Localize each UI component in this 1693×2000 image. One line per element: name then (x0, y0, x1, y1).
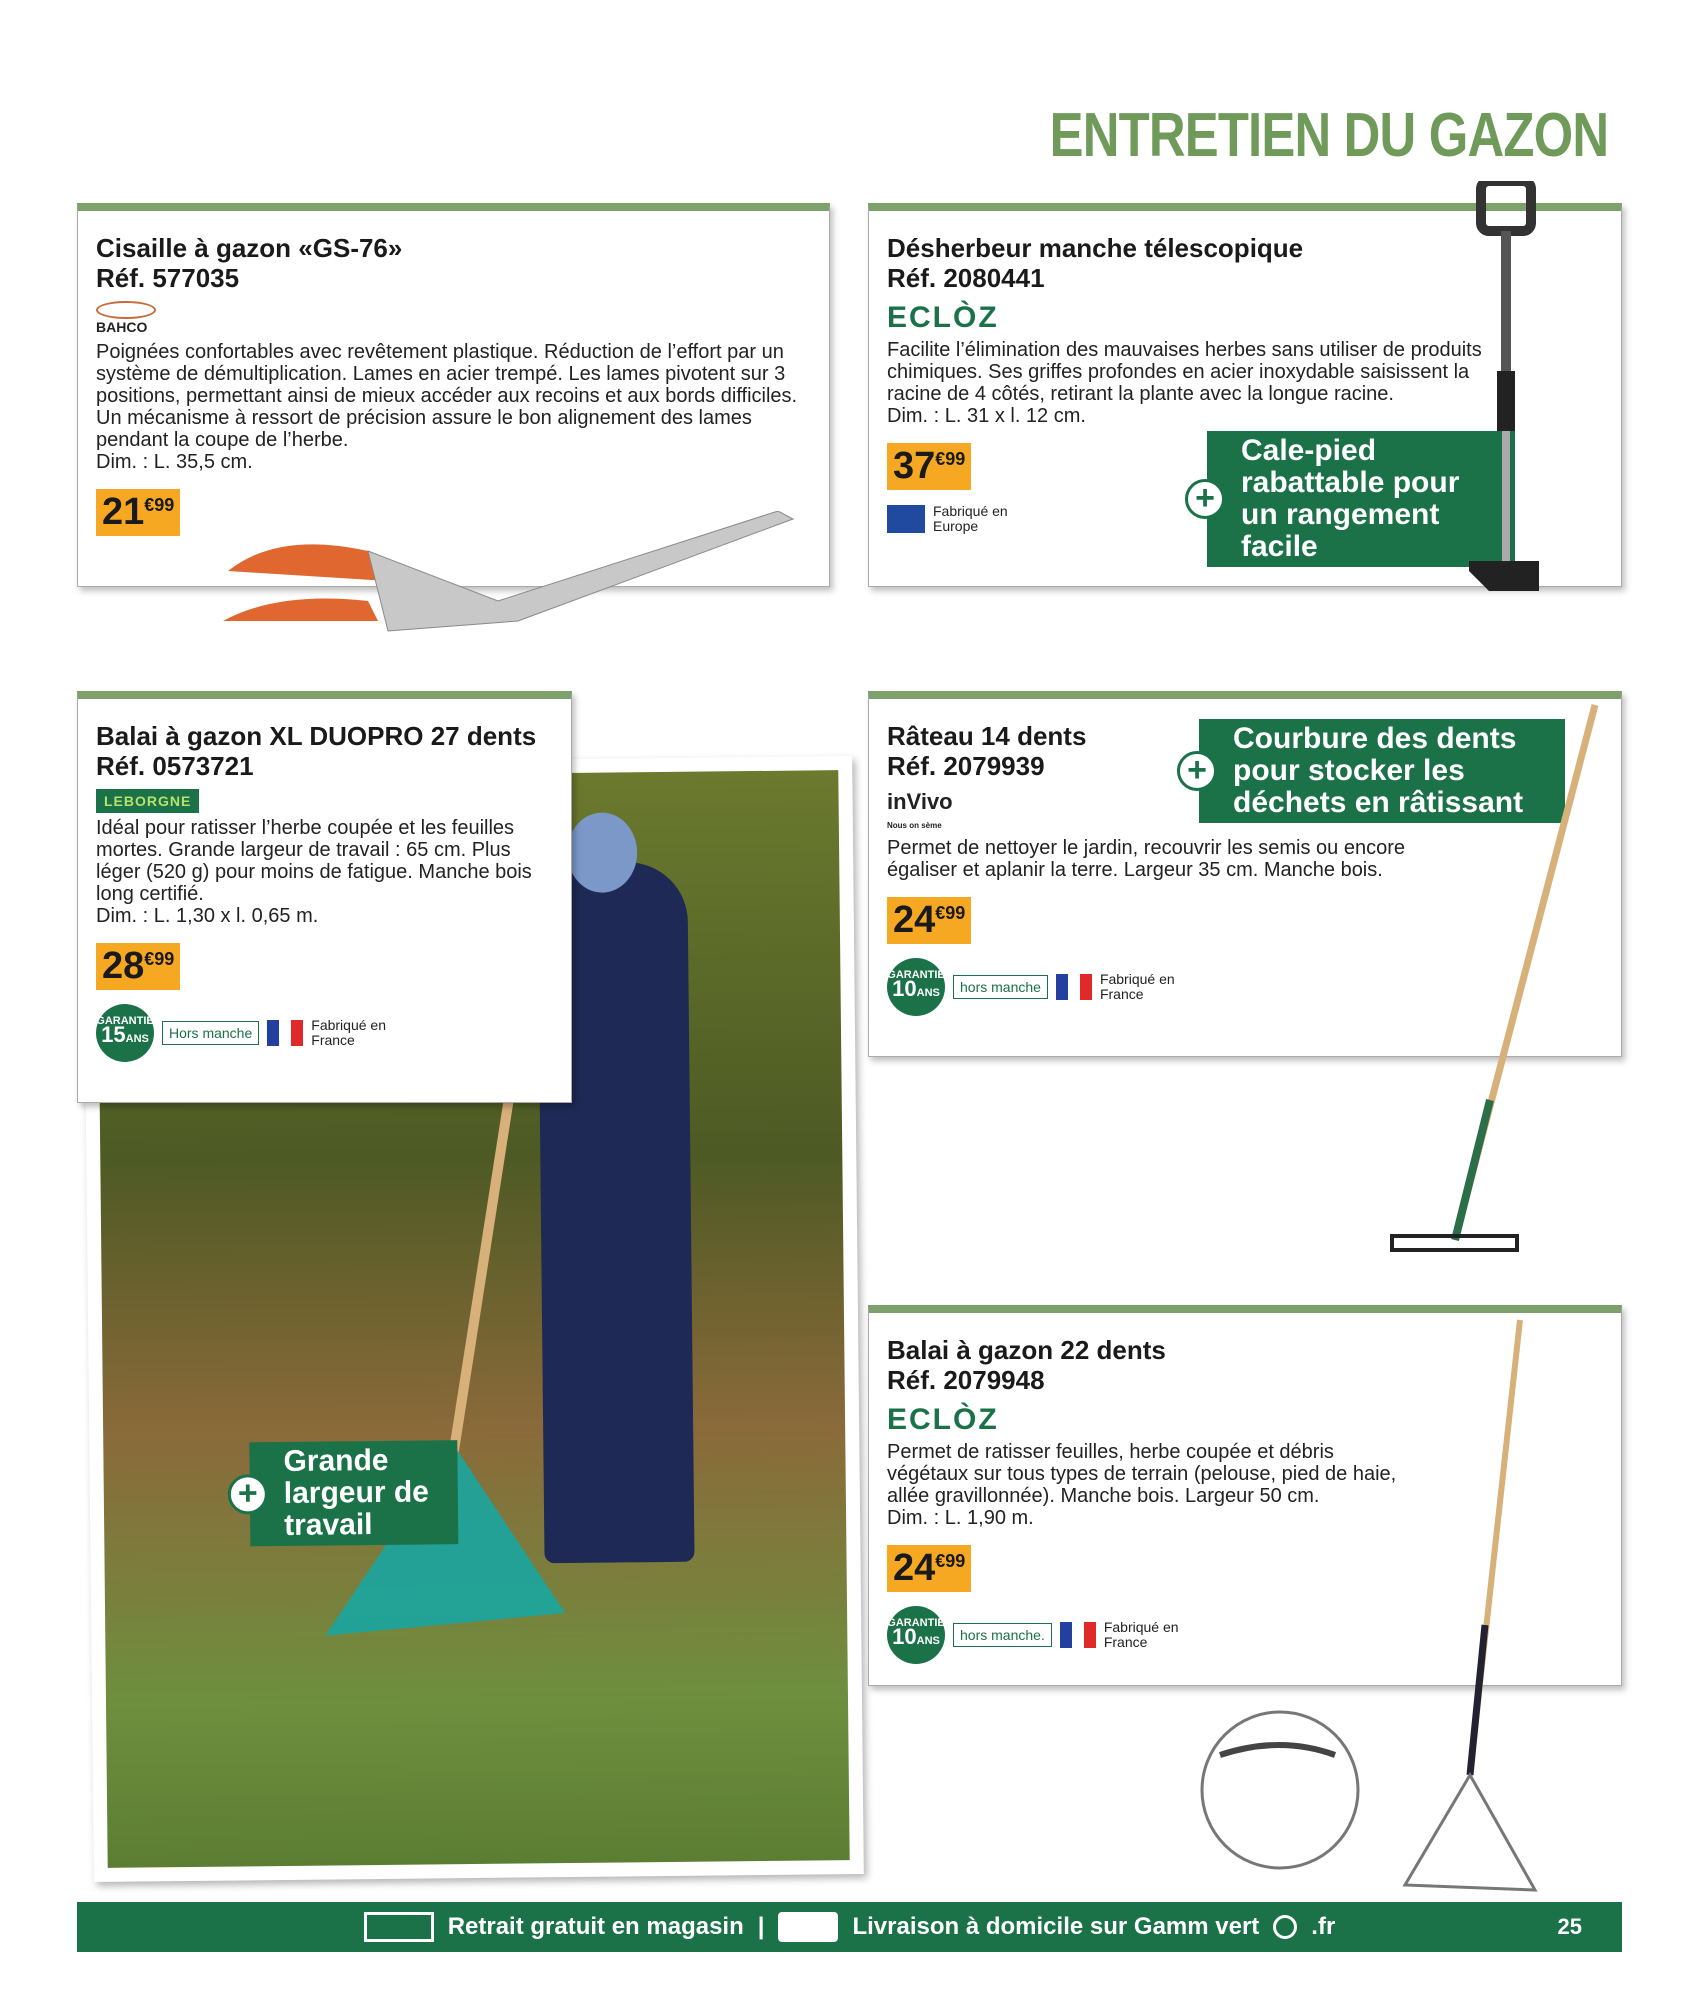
leaf-rake-image (1195, 1315, 1555, 1895)
product-name: Balai à gazon 22 dents (887, 1335, 1166, 1365)
product-description: Permet de ratisser feuilles, herbe coupée et débris végétaux sur tous types de terrain (pelouse, pied de haie, allée gravillonnée). Manche bois. Largeur 50 cm. (887, 1441, 1397, 1507)
feature-callout: + Cale-pied rabattable pour un rangement facile (1207, 431, 1515, 567)
product-card-cisaille (77, 203, 830, 587)
gamm-vert-logo-icon (1273, 1915, 1297, 1939)
price-tag: $24^{€99}$ (887, 897, 971, 944)
brand-logo: inVivo Nous on sème (887, 789, 953, 830)
domain-text: .fr (1311, 1913, 1336, 1940)
france-flag-icon (1060, 1622, 1096, 1648)
price-tag: $21^{€99}$ (96, 489, 180, 536)
price-tag: $28^{€99}$ (96, 943, 180, 990)
feature-callout: + Courbure des dents pour stocker les déchets en râtissant (1199, 719, 1565, 823)
brand-logo: BAHCO (96, 301, 811, 337)
product-description: Idéal pour ratisser l’herbe coupée et les feuilles mortes. Grande largeur de travail : 65 cm. Plus léger (520 g) pour moins de fatigue. Manche bois long certifié. (96, 817, 532, 905)
feature-callout: + Grande largeur de travail (249, 1440, 458, 1546)
product-ref: Réf. 2079939 (887, 751, 1045, 781)
price-tag: $37^{€99}$ (887, 443, 971, 490)
guarantee-badge: GARANTIE 10ANS (887, 1606, 945, 1664)
product-dimensions: Dim. : L. 1,30 x l. 0,65 m. (96, 905, 319, 927)
product-name: Râteau 14 dents (887, 721, 1087, 751)
delivery-truck-icon (778, 1912, 838, 1942)
product-card-balai-xl (77, 691, 572, 1103)
product-name: Cisaille à gazon «GS-76» (96, 233, 403, 263)
product-dimensions: Dim. : L. 31 x l. 12 cm. (887, 405, 1086, 427)
product-ref: Réf. 0573721 (96, 751, 254, 781)
product-ref: Réf. 2079948 (887, 1365, 1045, 1395)
guarantee-note: hors manche (953, 975, 1048, 999)
origin-label: Fabriqué en France (1103, 1619, 1179, 1650)
brand-logo: LEBORGNE (96, 789, 199, 813)
product-description: Facilite l’élimination des mauvaises herbes sans utiliser de produits chimiques. Ses griffes profondes en acier inoxydable saisissent la racine de 4 côtés, retirant la plante avec la longue racine. (887, 339, 1482, 405)
shears-image (218, 511, 798, 641)
rake-image (1380, 700, 1620, 1290)
separator: | (757, 1913, 765, 1940)
store-icon (364, 1912, 434, 1942)
plus-icon: + (228, 1474, 268, 1514)
origin-label: Fabriqué en Europe (933, 503, 1008, 534)
page-title: ENTRETIEN DU GAZON (1049, 101, 1608, 170)
delivery-link[interactable]: Livraison à domicile sur Gamm vert (852, 1913, 1260, 1940)
footer-banner (77, 1902, 1622, 1952)
product-description: Permet de nettoyer le jardin, recouvrir les semis ou encore égaliser et aplanir la terre. Largeur 35 cm. Manche bois. (887, 837, 1406, 881)
eu-flag-icon (887, 505, 925, 533)
product-ref: Réf. 577035 (96, 263, 240, 293)
guarantee-note: hors manche. (953, 1623, 1052, 1647)
origin-label: Fabriqué en France (1099, 971, 1175, 1002)
origin-label: Fabriqué en France (311, 1017, 386, 1048)
brand-logo: ECLÒZ (887, 301, 999, 334)
product-name: Désherbeur manche télescopique (887, 233, 1304, 263)
weeder-image (1469, 181, 1589, 641)
product-card-desherbeur (868, 203, 1622, 587)
product-name: Balai à gazon XL DUOPRO 27 dents (96, 721, 537, 751)
pickup-text: Retrait gratuit en magasin (447, 1913, 744, 1940)
plus-icon: + (1177, 751, 1217, 791)
product-dimensions: Dim. : L. 35,5 cm. (96, 451, 253, 473)
product-dimensions: Dim. : L. 1,90 m. (887, 1507, 1034, 1529)
price-tag: $24^{€99}$ (887, 1545, 971, 1592)
guarantee-badge: GARANTIE 10ANS (887, 958, 945, 1016)
plus-icon: + (1185, 479, 1225, 519)
page-number: 25 (1557, 1914, 1582, 1939)
guarantee-badge: GARANTIE 15ANS (96, 1004, 154, 1062)
product-ref: Réf. 2080441 (887, 263, 1045, 293)
france-flag-icon (267, 1020, 303, 1046)
france-flag-icon (1056, 974, 1092, 1000)
brand-logo: ECLÒZ (887, 1403, 999, 1436)
guarantee-note: Hors manche (162, 1021, 259, 1045)
product-description: Poignées confortables avec revêtement plastique. Réduction de l’effort par un système de démultiplication. Lames en acier trempé. Les lames pivotent sur 3 positions, permettant ainsi de mieux accéder aux recoins et aux bords difficiles. Un mécanisme à ressort de précision assure le bon alignement des lames pendant la coupe de l’herbe. (96, 341, 798, 451)
